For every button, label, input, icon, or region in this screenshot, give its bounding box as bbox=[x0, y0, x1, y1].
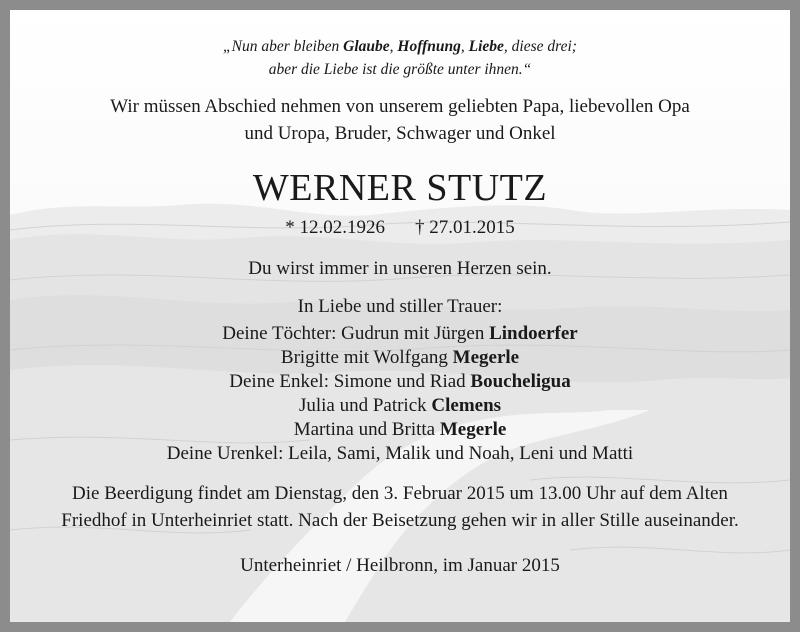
funeral-info-line-2: Friedhof in Unterheinriet statt. Nach der Beisetzung gehen wir in aller Stille auseinander. bbox=[61, 510, 739, 531]
mourner-surname: Megerle bbox=[439, 419, 507, 440]
mourner-surname: Lindoerfer bbox=[489, 323, 578, 344]
mourner-names: Brigitte mit Wolfgang bbox=[280, 347, 453, 368]
mourner-names: Deine Töchter: Gudrun mit Jürgen bbox=[222, 323, 490, 344]
intro-line-2: und Uropa, Bruder, Schwager und Onkel bbox=[244, 123, 556, 144]
mourner-names: Deine Enkel: Simone und Riad bbox=[229, 371, 471, 392]
deceased-name: WERNER STUTZ bbox=[252, 167, 548, 209]
mourner-names: Julia und Patrick bbox=[298, 395, 432, 416]
mourner-surname: Megerle bbox=[452, 347, 520, 368]
life-dates bbox=[10, 217, 790, 239]
birth-date: * 12.02.1926 bbox=[285, 217, 385, 238]
mourner-names: Martina und Britta bbox=[293, 419, 440, 440]
mourner-surname: Clemens bbox=[431, 395, 502, 416]
place-and-date: Unterheinriet / Heilbronn, im Januar 2015 bbox=[240, 555, 560, 576]
quote-emphasis-hope: Hoffnung bbox=[397, 38, 461, 55]
mourner-line bbox=[10, 419, 790, 441]
mourner-surname: Boucheligua bbox=[470, 371, 571, 392]
mourner-line bbox=[10, 347, 790, 369]
mourning-intro: In Liebe und stiller Trauer: bbox=[297, 296, 503, 317]
death-date: † 27.01.2015 bbox=[415, 217, 515, 238]
motto: Du wirst immer in unseren Herzen sein. bbox=[248, 258, 552, 279]
quote-text: „Nun aber bleiben bbox=[223, 38, 344, 55]
notice-content bbox=[10, 10, 790, 622]
quote-separator: , bbox=[460, 38, 469, 55]
mourner-line bbox=[10, 443, 790, 465]
quote-separator: , bbox=[389, 38, 398, 55]
quote-emphasis-love: Liebe bbox=[468, 38, 504, 55]
intro-line-1: Wir müssen Abschied nehmen von unserem geliebten Papa, liebevollen Opa bbox=[110, 96, 690, 117]
bible-quote-line-2: aber die Liebe ist die größte unter ihnen.“ bbox=[268, 61, 532, 78]
bible-quote-line-1 bbox=[10, 38, 790, 56]
quote-text: , diese drei; bbox=[503, 38, 577, 55]
mourner-names: Deine Urenkel: Leila, Sami, Malik und Noah, Leni und Matti bbox=[166, 443, 634, 464]
mourner-line bbox=[10, 395, 790, 417]
mourner-line bbox=[10, 323, 790, 345]
funeral-info-line-1: Die Beerdigung findet am Dienstag, den 3. Februar 2015 um 13.00 Uhr auf dem Alten bbox=[72, 483, 728, 504]
quote-emphasis-faith: Glaube bbox=[343, 38, 390, 55]
mourner-line bbox=[10, 371, 790, 393]
